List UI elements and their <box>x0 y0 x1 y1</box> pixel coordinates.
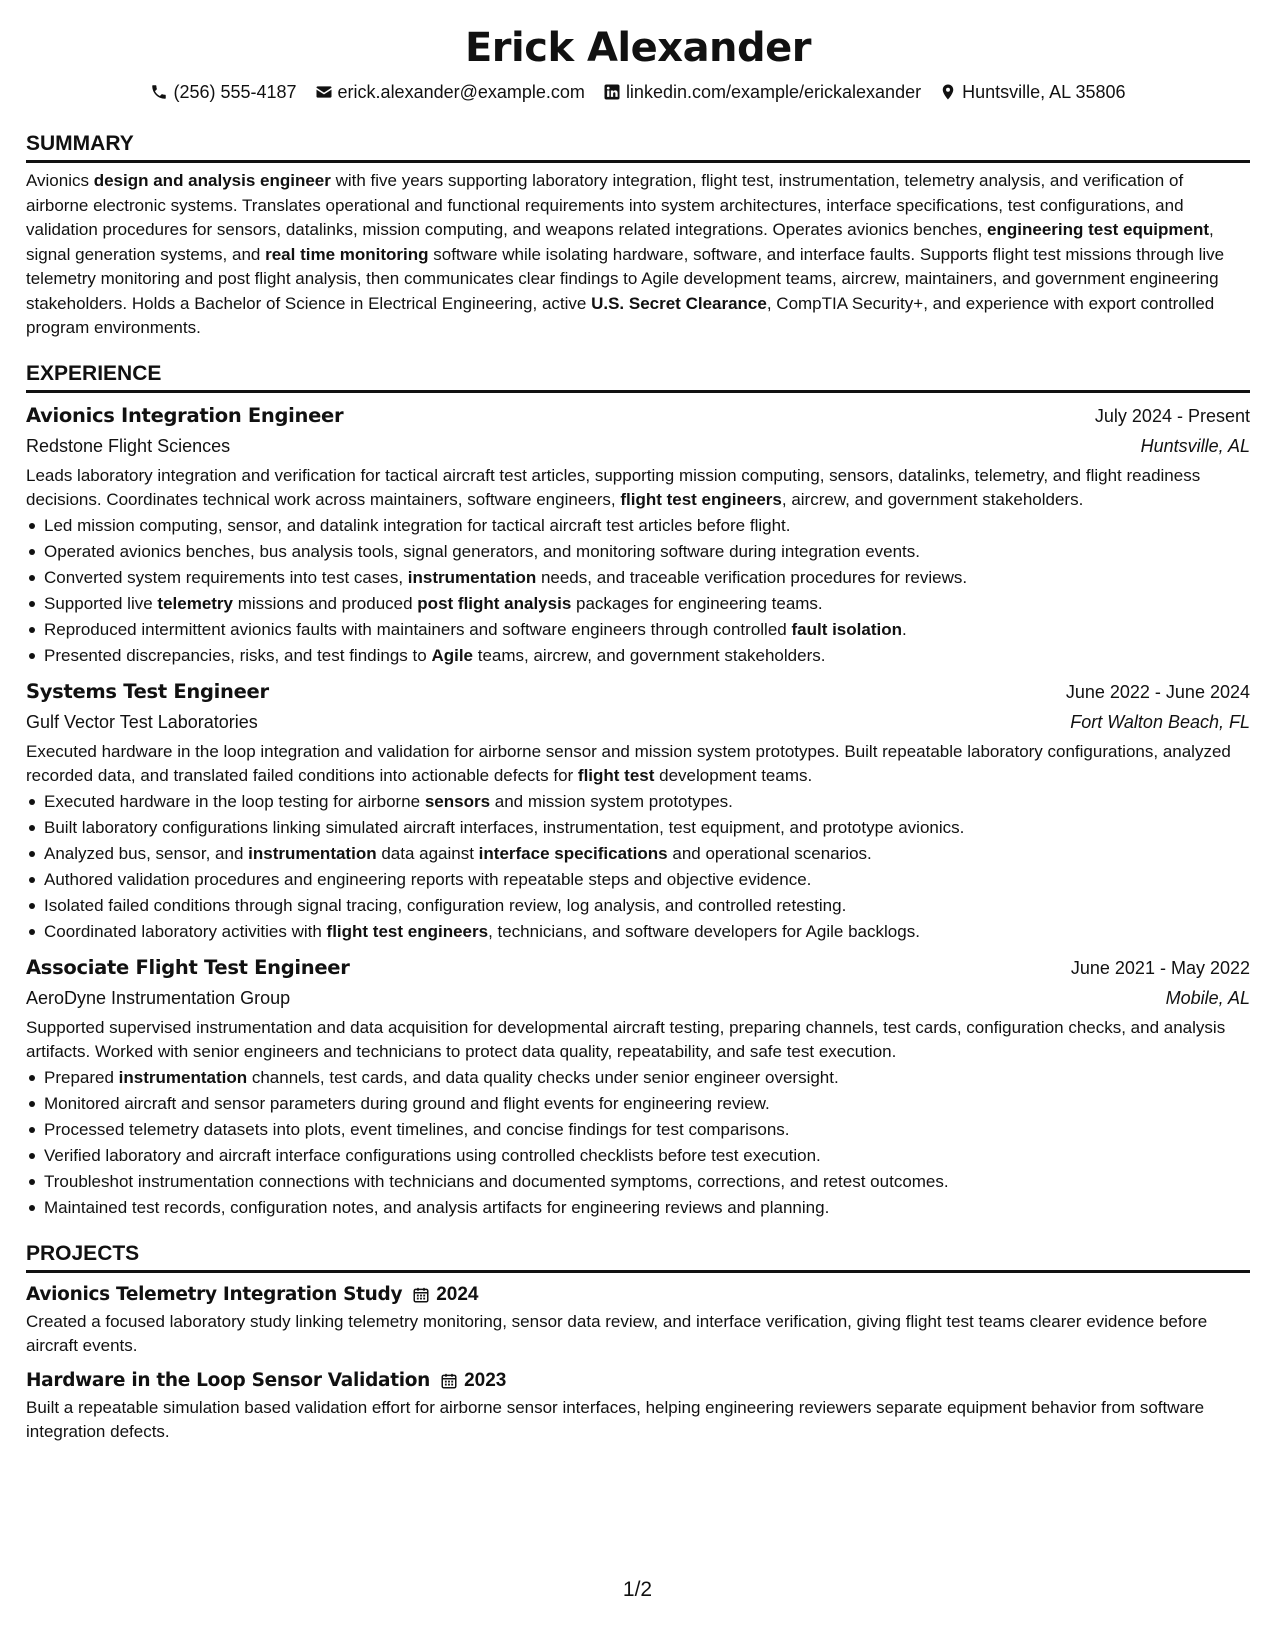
job-dates: June 2021 - May 2022 <box>1070 957 1250 978</box>
job-description: Supported supervised instrumentation and data acquisition for developmental aircraft testing, preparing channels, test cards, configuration checks, and analysis artifacts. Worked with senior engineers and technicians to protect data quality, repeatability, and safe test execution. <box>26 1017 1226 1061</box>
bullet-item: Monitored aircraft and sensor parameters during ground and flight events for engineering review. <box>26 1091 1250 1117</box>
bullet-item: Troubleshot instrumentation connections with technicians and documented symptoms, corrections, and retest outcomes. <box>26 1169 1250 1195</box>
job-title: Systems Test Engineer <box>26 679 269 703</box>
contact-bar <box>26 80 1250 104</box>
envelope-icon <box>315 83 333 101</box>
bullet-item: Coordinated laboratory activities with flight test engineers, technicians, and software developers for Agile backlogs. <box>26 919 1250 945</box>
phone-text: (256) 555-4187 <box>173 82 297 102</box>
calendar-icon <box>440 1372 458 1390</box>
bullet-item: Verified laboratory and aircraft interface configurations using controlled checklists before test execution. <box>26 1143 1250 1169</box>
experience-item <box>26 401 1250 669</box>
bullet-item: Processed telemetry datasets into plots, event timelines, and concise findings for test comparisons. <box>26 1117 1250 1143</box>
job-company: Gulf Vector Test Laboratories <box>26 711 258 732</box>
bullet-item: Built laboratory configurations linking simulated aircraft interfaces, instrumentation, test equipment, and prototype avionics. <box>26 815 1250 841</box>
job-company: Redstone Flight Sciences <box>26 435 231 456</box>
location-text: Huntsville, AL 35806 <box>962 82 1126 102</box>
bullet-item: Presented discrepancies, risks, and test findings to Agile teams, aircrew, and government stakeholders. <box>26 643 1250 669</box>
email-text: erick.alexander@example.com <box>337 82 585 102</box>
bullet-item: Analyzed bus, sensor, and instrumentation data against interface specifications and operational scenarios. <box>26 841 1250 867</box>
bullet-item: Isolated failed conditions through signal tracing, configuration review, log analysis, and controlled retesting. <box>26 893 1250 919</box>
contact-email[interactable] <box>315 80 585 104</box>
summary-paragraph: Avionics design and analysis engineer with five years supporting laboratory integration, flight test, instrumentation, telemetry analysis, and verification of airborne electronic systems. Translates operational and functional requirements into system architectures, interface specifications, test configurations, and validation procedures for sensors, datalinks, mission computing, and weapons related integrations. Operates avionics benches, engineering test equipment, signal generation systems, and real time monitoring software while isolating hardware, software, and interface faults. Supports flight test missions through live telemetry monitoring and post flight analysis, then communicates clear findings to Agile development teams, aircrew, maintainers, and government engineering stakeholders. Holds a Bachelor of Science in Electrical Engineering, active U.S. Secret Clearance, CompTIA Security+, and experience with export controlled program environments. <box>26 171 1225 337</box>
job-dates: June 2022 - June 2024 <box>1065 681 1250 702</box>
job-bullets <box>26 789 1250 945</box>
section-projects-title: PROJECTS <box>26 1241 1250 1273</box>
job-bullets <box>26 513 1250 669</box>
bullet-item: Reproduced intermittent avionics faults with maintainers and software engineers through controlled fault isolation. <box>26 617 1250 643</box>
resume-page <box>26 22 1250 1445</box>
project-title: Avionics Telemetry Integration Study <box>26 1283 403 1305</box>
page-number: 1/2 <box>622 1578 653 1601</box>
bullet-item: Maintained test records, configuration notes, and analysis artifacts for engineering reviews and planning. <box>26 1195 1250 1221</box>
experience-item <box>26 953 1250 1221</box>
project-item <box>26 1281 1250 1359</box>
contact-phone[interactable] <box>150 80 296 104</box>
bullet-item: Converted system requirements into test cases, instrumentation needs, and traceable verification procedures for reviews. <box>26 565 1250 591</box>
bullet-item: Authored validation procedures and engineering reports with repeatable steps and objective evidence. <box>26 867 1250 893</box>
section-summary-title: SUMMARY <box>26 131 1250 163</box>
bullet-item: Supported live telemetry missions and produced post flight analysis packages for engineering teams. <box>26 591 1250 617</box>
calendar-icon <box>412 1286 430 1304</box>
job-dates: July 2024 - Present <box>1094 405 1250 426</box>
bullet-item: Led mission computing, sensor, and datalink integration for tactical aircraft test articles before flight. <box>26 513 1250 539</box>
project-year: 2024 <box>412 1281 478 1309</box>
map-pin-icon <box>939 83 957 101</box>
project-description: Built a repeatable simulation based validation effort for airborne sensor interfaces, helping engineering reviewers separate equipment behavior from software integration defects. <box>26 1397 1205 1441</box>
bullet-item: Operated avionics benches, bus analysis tools, signal generators, and monitoring software during integration events. <box>26 539 1250 565</box>
job-description: Leads laboratory integration and verification for tactical aircraft test articles, supporting mission computing, sensors, datalinks, telemetry, and flight readiness decisions. Coordinates technical work across maintainers, software engineers, flight test engineers, aircrew, and government stakeholders. <box>26 465 1201 509</box>
contact-linkedin[interactable] <box>603 80 921 104</box>
bullet-item: Executed hardware in the loop testing for airborne sensors and mission system prototypes. <box>26 789 1250 815</box>
job-title: Associate Flight Test Engineer <box>26 955 350 979</box>
job-location: Fort Walton Beach, FL <box>1070 711 1250 732</box>
project-year: 2023 <box>440 1367 506 1395</box>
linkedin-text: linkedin.com/example/erickalexander <box>625 82 922 102</box>
project-item <box>26 1367 1250 1445</box>
candidate-name: Erick Alexander <box>464 25 812 71</box>
project-description: Created a focused laboratory study linking telemetry monitoring, sensor data review, and interface verification, giving flight test teams clearer evidence before aircraft events. <box>26 1311 1208 1355</box>
project-title: Hardware in the Loop Sensor Validation <box>26 1369 431 1391</box>
bullet-item: Prepared instrumentation channels, test cards, and data quality checks under senior engineer oversight. <box>26 1065 1250 1091</box>
contact-location <box>939 80 1125 104</box>
phone-icon <box>150 83 168 101</box>
section-experience-title: EXPERIENCE <box>26 361 1250 393</box>
experience-item <box>26 677 1250 945</box>
job-location: Huntsville, AL <box>1140 435 1250 456</box>
job-bullets <box>26 1065 1250 1221</box>
job-location: Mobile, AL <box>1165 987 1250 1008</box>
job-title: Avionics Integration Engineer <box>26 403 344 427</box>
job-description: Executed hardware in the loop integration and validation for airborne sensor and mission system prototypes. Built repeatable laboratory configurations, analyzed recorded data, and translated failed conditions into actionable defects for flight test development teams. <box>26 741 1231 785</box>
job-company: AeroDyne Instrumentation Group <box>26 987 291 1008</box>
linkedin-icon <box>603 83 621 101</box>
